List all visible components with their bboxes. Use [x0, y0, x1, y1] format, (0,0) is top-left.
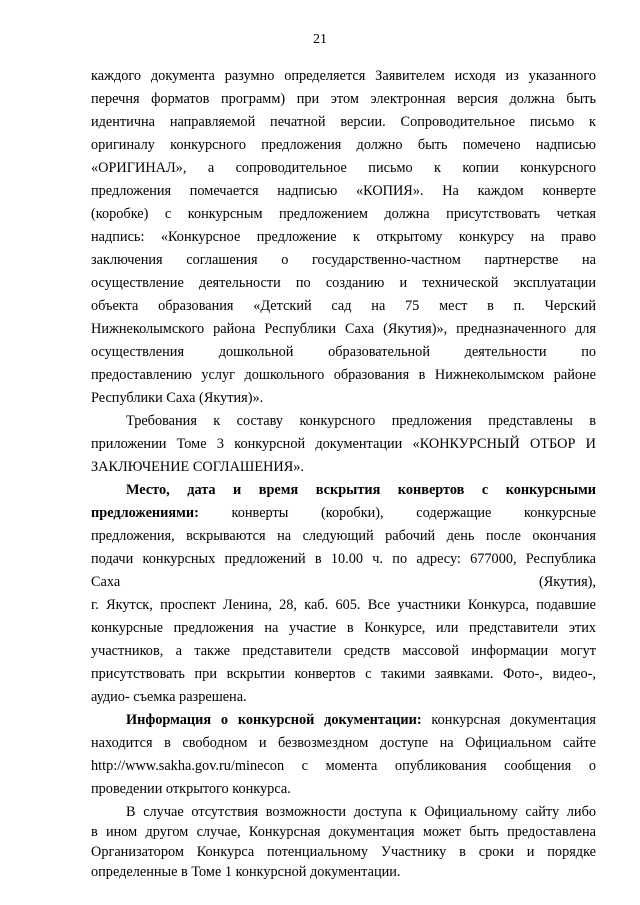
text-line: осуществление деятельности по созданию и технической эксплуатации	[91, 275, 596, 291]
section-heading-opening-end: предложениями:	[91, 505, 199, 521]
text-line: проведении открытого конкурса.	[91, 781, 291, 797]
section-heading-documentation: Информация о конкурсной документации:	[126, 712, 422, 728]
text-line: идентична направляемой печатной версии. Сопроводительное письмо к	[91, 114, 596, 130]
text-line: оригиналу конкурсного предложения должно быть помечено надписью	[91, 137, 596, 153]
text-line: аудио- съемка разрешена.	[91, 689, 247, 705]
text-line: присутствовать при вскрытии конвертов с такими заявками. Фото-, видео-,	[91, 666, 596, 682]
text-line: В случае отсутствия возможности доступа к Официальному сайту либо	[126, 804, 596, 820]
text-line: надпись: «Конкурсное предложение к открытому конкурсу на право	[91, 229, 596, 245]
text-line: Республики Саха (Якутия)».	[91, 390, 264, 406]
section-heading-opening: Место, дата и время вскрытия конвертов с конкурсными	[126, 482, 596, 498]
text-line: заключения соглашения о государственно-частном партнерстве на	[91, 252, 596, 268]
text-line: объекта образования «Детский сад на 75 мест в п. Черский	[91, 298, 596, 314]
text-line: перечня форматов программ) при этом электронная версия должна быть	[91, 91, 596, 107]
text-line: г. Якутск, проспект Ленина, 28, каб. 605. Все участники Конкурса, подавшие	[91, 597, 596, 613]
text-line: http://www.sakha.gov.ru/minecon с момента опубликования сообщения о	[91, 758, 596, 774]
text-line: предложениями: конверты (коробки), содержащие конкурсные	[91, 505, 596, 521]
page-number: 21	[313, 32, 327, 47]
text-line: «ОРИГИНАЛ», а сопроводительное письмо к копии конкурсного	[91, 160, 596, 176]
text-line: участников, а также представители средств массовой информации могут	[91, 643, 596, 659]
text-line: в ином другом случае, Конкурсная документация может быть предоставлена	[91, 824, 596, 840]
text-line: приложении Томе 3 конкурсной документации «КОНКУРСНЫЙ ОТБОР И	[91, 436, 596, 452]
text-line: Организатором Конкурса потенциальному Участнику в сроки и порядке	[91, 844, 596, 860]
text-line: осуществления дошкольной образовательной деятельности по	[91, 344, 596, 360]
text-line: предоставлению услуг дошкольного образования в Нижнеколымском районе	[91, 367, 596, 383]
text-line: предложения, вскрываются на следующий рабочий день после окончания	[91, 528, 596, 544]
text-line: Требования к составу конкурсного предложения представлены в	[126, 413, 596, 429]
text-line: конкурсные предложения на участие в Конкурсе, или представители этих	[91, 620, 596, 636]
text-line: Нижнеколымского района Республики Саха (Якутия)», предназначенного для	[91, 321, 596, 337]
text-line: (коробке) с конкурсным предложением должна присутствовать четкая	[91, 206, 596, 222]
text-line	[126, 480, 596, 500]
text-line: Информация о конкурсной документации: конкурсная документация	[126, 712, 596, 728]
text-line: ЗАКЛЮЧЕНИЕ СОГЛАШЕНИЯ».	[91, 459, 304, 475]
text-line: Саха (Якутия),	[91, 574, 596, 590]
text-line: определенные в Томе 1 конкурсной документации.	[91, 864, 401, 880]
text-line: каждого документа разумно определяется Заявителем исходя из указанного	[91, 68, 596, 84]
text-line: подачи конкурсных предложений в 10.00 ч. по адресу: 677000, Республика	[91, 551, 596, 567]
text-line: находится в свободном и безвозмездном доступе на Официальном сайте	[91, 735, 596, 751]
text-line: предложения помечается надписью «КОПИЯ». На каждом конверте	[91, 183, 596, 199]
